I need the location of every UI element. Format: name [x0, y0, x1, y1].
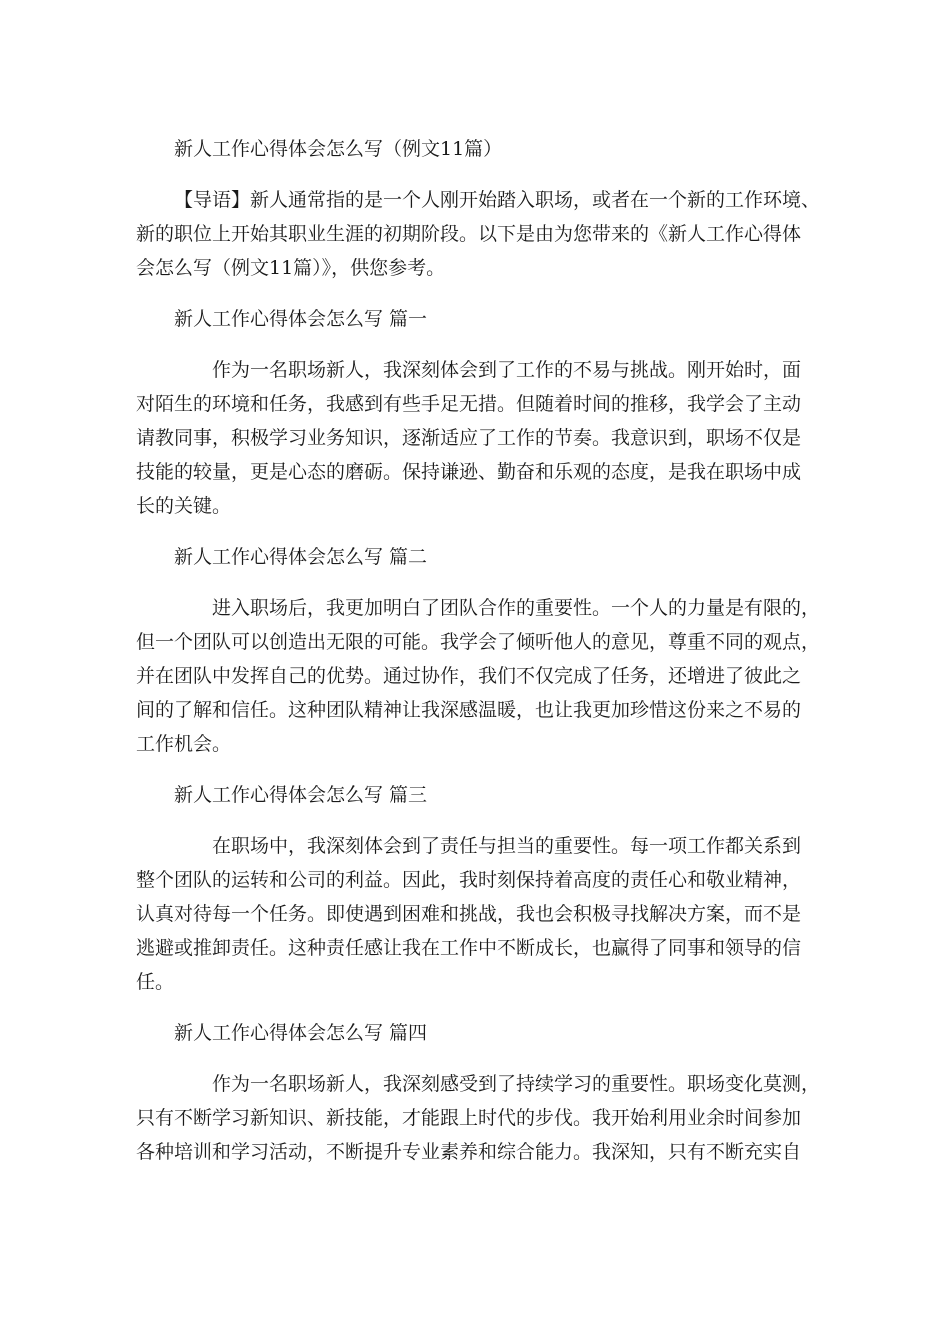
section-heading-3: 新人工作心得体会怎么写 篇三 — [174, 784, 428, 806]
paragraph-line: 对陌生的环境和任务，我感到有些手足无措。但随着时间的推移，我学会了主动 — [136, 393, 802, 415]
paragraph-line: 请教同事，积极学习业务知识，逐渐适应了工作的节奏。我意识到，职场不仅是 — [136, 427, 802, 449]
paragraph-line: 只有不断学习新知识、新技能，才能跟上时代的步伐。我开始利用业余时间参加 — [136, 1107, 802, 1129]
section-heading-1: 新人工作心得体会怎么写 篇一 — [174, 308, 428, 330]
paragraph-line: 在职场中，我深刻体会到了责任与担当的重要性。每一项工作都关系到 — [212, 835, 802, 857]
intro-line: 【导语】新人通常指的是一个人刚开始踏入职场，或者在一个新的工作环境、 — [174, 189, 821, 211]
section-body-2 — [136, 591, 821, 761]
intro-line: 会怎么写（例文11篇）》，供您参考。 — [136, 257, 446, 279]
paragraph-line: 工作机会。 — [136, 733, 232, 755]
paragraph-line: 间的了解和信任。这种团队精神让我深感温暖，也让我更加珍惜这份来之不易的 — [136, 699, 802, 721]
paragraph-line: 作为一名职场新人，我深刻体会到了工作的不易与挑战。刚开始时，面 — [212, 359, 802, 381]
section-heading-4: 新人工作心得体会怎么写 篇四 — [174, 1022, 428, 1044]
paragraph-line: 但一个团队可以创造出无限的可能。我学会了倾听他人的意见，尊重不同的观点， — [136, 631, 821, 653]
paragraph-line: 整个团队的运转和公司的利益。因此，我时刻保持着高度的责任心和敬业精神， — [136, 869, 802, 891]
intro-paragraph — [136, 183, 821, 285]
section-body-3 — [136, 829, 808, 999]
section-body-4 — [136, 1067, 821, 1169]
paragraph-line: 任。 — [136, 971, 175, 993]
paragraph-line: 认真对待每一个任务。即使遇到困难和挑战，我也会积极寻找解决方案，而不是 — [136, 903, 802, 925]
paragraph-line: 作为一名职场新人，我深刻感受到了持续学习的重要性。职场变化莫测， — [212, 1073, 821, 1095]
paragraph-line: 技能的较量，更是心态的磨砺。保持谦逊、勤奋和乐观的态度，是我在职场中成 — [136, 461, 802, 483]
paragraph-line: 长的关键。 — [136, 495, 232, 517]
document-page — [136, 132, 821, 1186]
document-title: 新人工作心得体会怎么写（例文11篇） — [174, 138, 503, 160]
section-heading-2: 新人工作心得体会怎么写 篇二 — [174, 546, 428, 568]
paragraph-line: 逃避或推卸责任。这种责任感让我在工作中不断成长，也赢得了同事和领导的信 — [136, 937, 802, 959]
paragraph-line: 各种培训和学习活动，不断提升专业素养和综合能力。我深知，只有不断充实自 — [136, 1141, 802, 1163]
paragraph-line: 进入职场后，我更加明白了团队合作的重要性。一个人的力量是有限的， — [212, 597, 821, 619]
intro-line: 新的职位上开始其职业生涯的初期阶段。以下是由为您带来的《新人工作心得体 — [136, 223, 802, 245]
paragraph-line: 并在团队中发挥自己的优势。通过协作，我们不仅完成了任务，还增进了彼此之 — [136, 665, 802, 687]
section-body-1 — [136, 353, 808, 523]
